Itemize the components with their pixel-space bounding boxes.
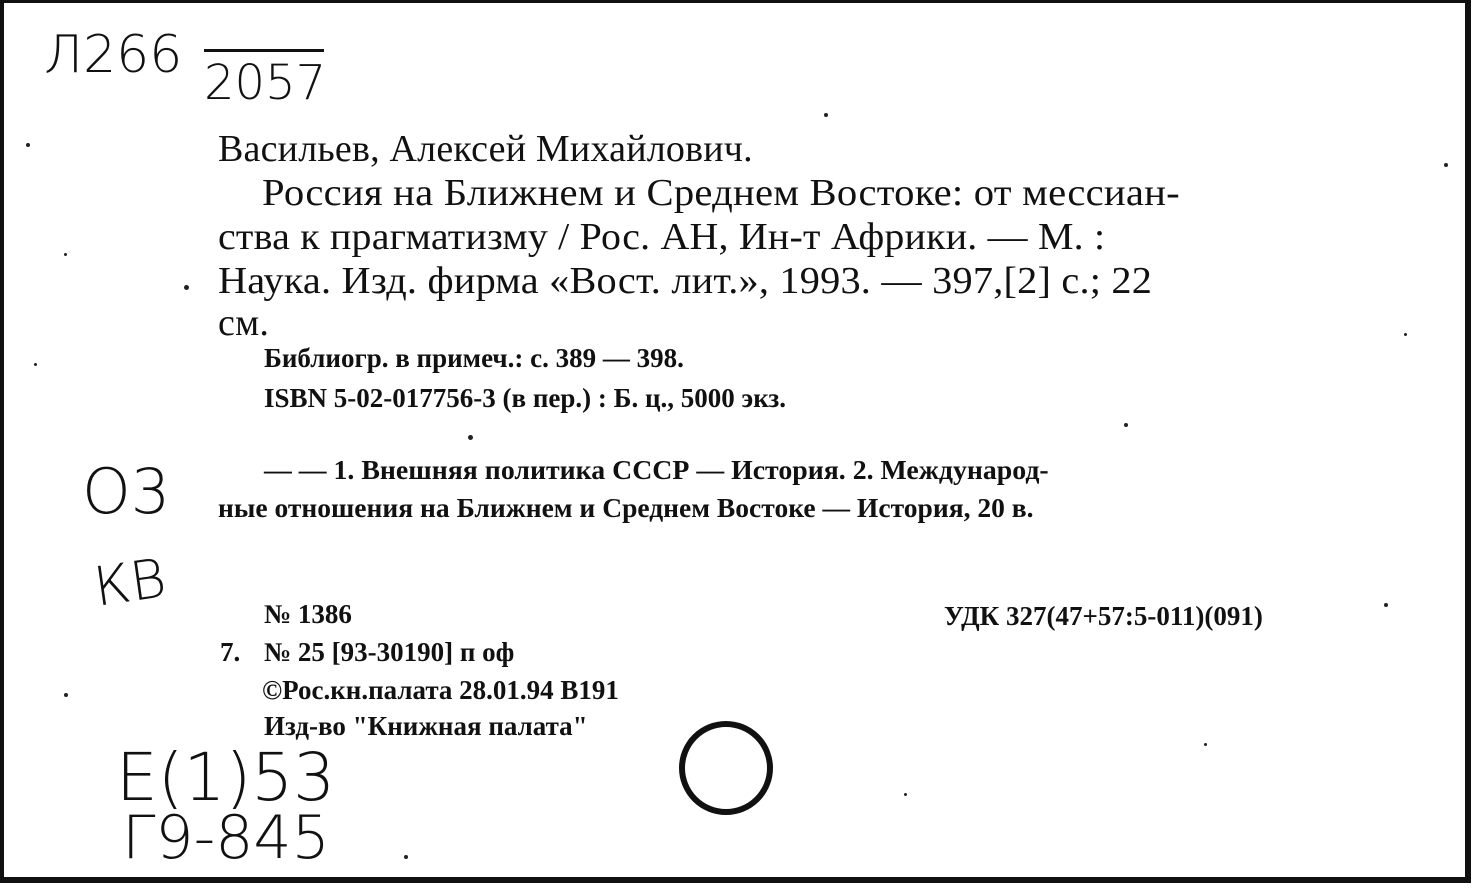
subject-line-1: — — 1. Внешняя политика СССР — История. 2. Международ- xyxy=(264,455,1049,485)
handwritten-shelf-mark: Л266 xyxy=(44,25,183,85)
bibliography-note: Библиогр. в примеч.: с. 389 — 398. xyxy=(264,343,684,373)
udk-code: УДК 327(47+57:5-011)(091) xyxy=(944,601,1263,631)
subject-line-2: ные отношения на Ближнем и Среднем Востоке — История, 20 в. xyxy=(218,493,1034,523)
handwritten-code-e: Е(1)53 xyxy=(116,739,336,816)
scan-speck xyxy=(1384,603,1388,607)
title-line-3: Наука. Изд. фирма «Вост. лит.», 1993. — 397,[2] с.; 22 xyxy=(218,260,1153,302)
scan-speck xyxy=(1124,423,1128,427)
handwritten-code-o3: О3 xyxy=(82,455,171,528)
title-line-4: см. xyxy=(218,302,270,344)
scan-speck xyxy=(184,285,189,290)
isbn-note: ISBN 5-02-017756-3 (в пер.) : Б. ц., 5000 экз. xyxy=(264,383,786,413)
handwritten-fraction-bar xyxy=(204,49,324,52)
handwritten-number: 2057 xyxy=(204,55,327,111)
author-heading: Васильев, Алексей Михайлович. xyxy=(218,128,753,170)
scan-speck xyxy=(824,113,828,117)
title-line-2: ства к прагматизму / Рос. АН, Ин-т Африки. — М. : xyxy=(218,216,1106,258)
scan-speck xyxy=(34,363,37,366)
card-number: № 1386 xyxy=(264,599,352,629)
scan-speck xyxy=(1204,743,1207,746)
handwritten-circle-mark xyxy=(679,721,773,815)
footer-line2-prefix: 7. xyxy=(220,637,241,667)
scan-speck xyxy=(64,693,68,697)
scan-speck xyxy=(468,435,473,440)
scan-speck xyxy=(404,855,408,859)
scan-speck xyxy=(64,253,67,256)
footer-line2: № 25 [93-30190] п оф xyxy=(264,637,515,667)
scan-speck xyxy=(1404,333,1407,336)
footer-copyright: ©Рос.кн.палата 28.01.94 В191 xyxy=(262,675,619,705)
scan-speck xyxy=(1444,163,1448,167)
title-line-1: Россия на Ближнем и Среднем Востоке: от мессиан- xyxy=(262,172,1180,214)
scan-speck xyxy=(26,143,30,147)
scan-speck xyxy=(904,793,907,796)
footer-publisher: Изд-во "Книжная палата" xyxy=(264,711,588,741)
handwritten-code-g: Г9-845 xyxy=(122,803,330,873)
handwritten-code-kv: КВ xyxy=(89,546,170,619)
